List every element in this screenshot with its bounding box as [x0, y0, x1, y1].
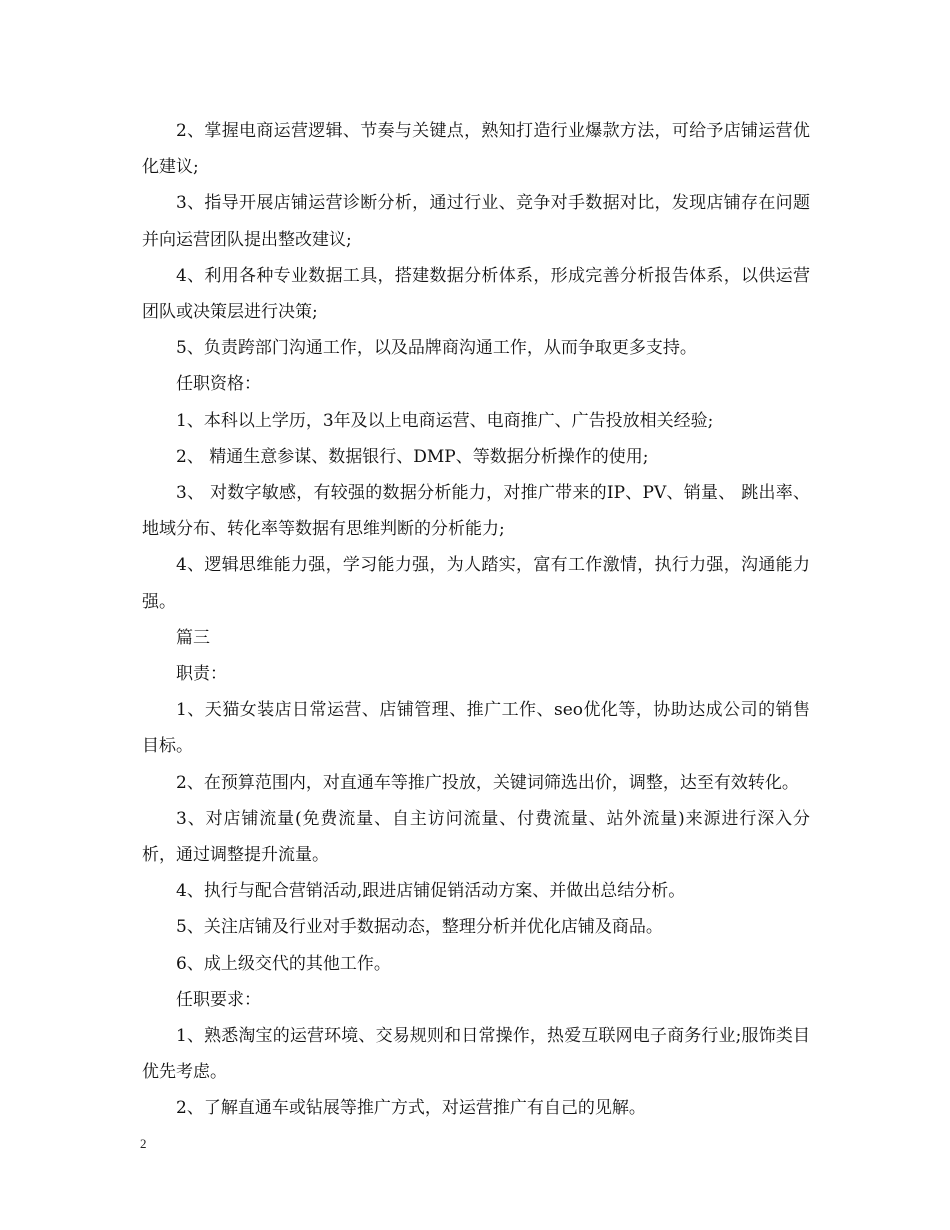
- paragraph-requirement-2: 2、了解直通车或钻展等推广方式，对运营推广有自己的见解。: [176, 1098, 646, 1119]
- paragraph-duty-b5: 5、关注店铺及行业对手数据动态，整理分析并优化店铺及商品。: [176, 917, 663, 938]
- section-heading-duties: 职责：: [176, 664, 227, 685]
- section-heading-qualifications: 任职资格：: [176, 374, 261, 395]
- paragraph-qualification-2: 2、 精通生意参谋、数据银行、DMP、等数据分析操作的使用;: [176, 446, 649, 467]
- paragraph-duty-b3: 3、对店铺流量(免费流量、自主访问流量、付费流量、站外流量)来源进行深入分析，通过调整提升流量。: [142, 808, 810, 866]
- paragraph-duty-4: 4、利用各种专业数据工具，搭建数据分析体系，形成完善分析报告体系，以供运营团队或决策层进行决策;: [142, 265, 810, 323]
- paragraph-duty-b4: 4、执行与配合营销活动,跟进店铺促销活动方案、并做出总结分析。: [176, 881, 686, 902]
- paragraph-duty-5: 5、负责跨部门沟通工作，以及品牌商沟通工作，从而争取更多支持。: [176, 338, 697, 359]
- section-heading-part-three: 篇三: [176, 627, 210, 648]
- paragraph-qualification-4: 4、逻辑思维能力强，学习能力强，为人踏实，富有工作激情，执行力强，沟通能力强。: [142, 555, 810, 612]
- paragraph-duty-b1: 1、天猫女装店日常运营、店铺管理、推广工作、seo优化等，协助达成公司的销售目标。: [142, 700, 810, 757]
- paragraph-qualification-1: 1、本科以上学历，3年及以上电商运营、电商推广、广告投放相关经验;: [176, 410, 714, 431]
- page-number: 2: [140, 1136, 147, 1151]
- section-heading-requirements: 任职要求：: [176, 989, 261, 1010]
- paragraph-qualification-3: 3、 对数字敏感，有较强的数据分析能力，对推广带来的IP、PV、销量、 跳出率、地域分布、转化率等数据有思维判断的分析能力;: [142, 483, 810, 540]
- paragraph-duty-2: 2、掌握电商运营逻辑、节奏与关键点，熟知打造行业爆款方法，可给予店铺运营优化建议;: [142, 121, 810, 178]
- paragraph-duty-3: 3、指导开展店铺运营诊断分析，通过行业、竞争对手数据对比，发现店铺存在问题并向运营团队提出整改建议;: [142, 193, 810, 250]
- paragraph-duty-b6: 6、成上级交代的其他工作。: [176, 953, 391, 974]
- paragraph-duty-b2: 2、在预算范围内，对直通车等推广投放，关键词筛选出价，调整，达至有效转化。: [176, 772, 799, 793]
- document-body: [142, 113, 810, 1127]
- paragraph-requirement-1: 1、熟悉淘宝的运营环境、交易规则和日常操作，热爱互联网电子商务行业;服饰类目优先考虑。: [142, 1026, 810, 1083]
